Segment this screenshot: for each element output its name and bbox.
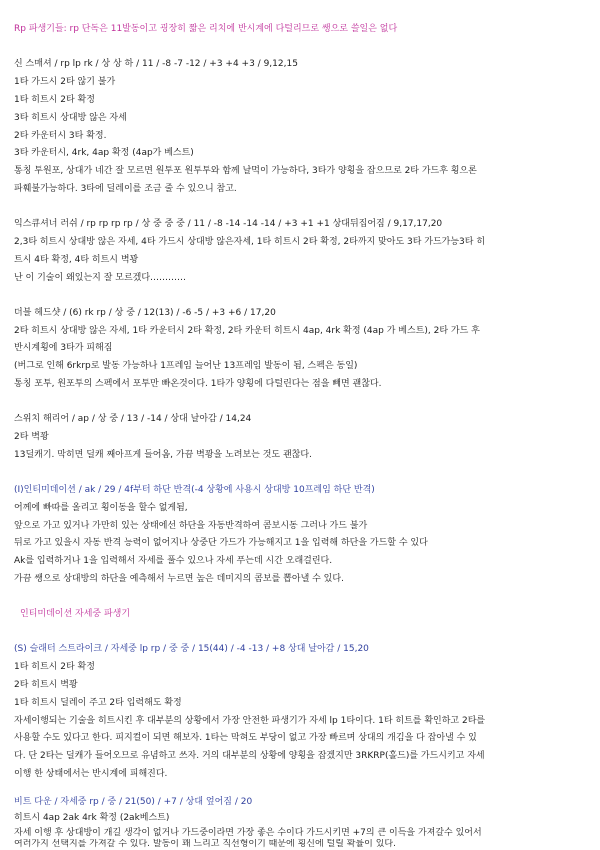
- move-note: 1타 히트시 2타 확정: [14, 95, 95, 105]
- move-spec-intimidation: (I)인티미데이션 / ak / 29 / 4f부터 하단 반격(-4 상황에 사용시 상대방 10프레임 하단 반격): [14, 485, 375, 495]
- move-description: 통칭 포투, 원포투의 스펙에서 포투만 빠온것이다. 1타가 양횡에 다털린다는 점을 빼면 괜찮다.: [14, 379, 382, 389]
- move-spec-slaughter-strike: (S) 슬래터 스트라이크 / 자세중 lp rp / 중 중 / 15(44) / -4 -13 / +8 상대 날아감 / 15,20: [14, 644, 369, 654]
- move-note: 1타 가드시 2타 않기 불가: [14, 77, 116, 87]
- move-description: 13딜캐기. 막히면 딜캐 째아프게 들어옴, 가끔 벽꽝을 노려보는 것도 괜찮다.: [14, 450, 312, 460]
- move-spec-switch-harrier: 스위치 해리어 / ap / 상 중 / 13 / -14 / 상대 날아감 / 14,24: [14, 414, 252, 424]
- move-spec-executioner-rush: 익스큐셔너 러쉬 / rp rp rp rp / 상 중 중 중 / 11 / -8 -14 -14 -14 / +3 +1 +1 상대뒤집어짐 / 9,17,17,20: [14, 219, 443, 229]
- move-note: 1타 히트시 2타 확정: [14, 662, 95, 672]
- move-spec-sin-smasher: 신 스매셔 / rp lp rk / 상 상 하 / 11 / -8 -7 -12 / +3 +4 +3 / 9,12,15: [14, 59, 298, 69]
- move-note: 2타 벽꽝: [14, 432, 49, 442]
- section-heading-stance-moves: 인티미데이션 자세중 파생기: [20, 609, 131, 619]
- move-description: 2타 히트시 상대방 않은 자세, 1타 카운터시 2타 확정, 2타 카운터 히트시 4ap, 4rk 확정 (4ap 가 베스트), 2타 가드 후: [14, 326, 480, 336]
- move-description: 반시계횡에 3타가 피해짐: [14, 343, 113, 353]
- move-description: 앞으로 가고 있거나 가만히 있는 상태에선 하단을 자동반격하여 콤보시동 그러나 가드 불가: [14, 521, 368, 531]
- move-description: 파훼불가능하다. 3타에 딜레이를 조금 줄 수 있으니 참고.: [14, 184, 237, 194]
- move-note: 2타 히트시 벽꽝: [14, 680, 78, 690]
- move-note: 2타 카운터시 3타 확정.: [14, 131, 107, 141]
- move-description: 어께에 빠따를 올리고 횡이동을 할수 없게됨,: [14, 503, 188, 513]
- move-description: 여러가지 선택지를 가져갈 수 있다. 발동이 꽤 느리고 직선형이기 때문에 횡신에 털릴 확률이 있다.: [14, 839, 396, 849]
- move-description: 트시 4타 확정, 4타 히트시 벽꽝: [14, 255, 139, 265]
- move-description: 사용할 수도 있다고 한다. 피지컬이 되면 해보자. 1타는 막혀도 부당이 없고 가장 빠르며 상대의 개김을 다 잡아낼 수 있: [14, 733, 477, 743]
- move-spec-double-headshot: 더블 헤드샷 / (6) rk rp / 상 중 / 12(13) / -6 -5 / +3 +6 / 17,20: [14, 308, 276, 318]
- move-description: 이행 한 상태에서는 반시계에 피해진다.: [14, 769, 168, 779]
- move-note: 난 이 기술이 왜있는지 잘 모르겠다…………: [14, 273, 187, 283]
- move-note: 1타 히트시 딜레이 주고 2타 입력해도 확정: [14, 698, 182, 708]
- move-description: 가끔 쌩으로 상대방의 하단을 예측해서 누르면 높은 데미지의 콤보를 뽑아낼 수 있다.: [14, 574, 344, 584]
- move-description: 다. 단 2타는 딜캐가 들어오므로 유념하고 쓰자. 거의 대부분의 상황에 양횡을 잡겠지만 3RKRP(홀드)를 가드시키고 자세: [14, 751, 485, 761]
- move-note: 3타 카운터시, 4rk, 4ap 확정 (4ap가 베스트): [14, 148, 194, 158]
- move-description: 2,3타 히트시 상대방 않은 자세, 4타 가드시 상대방 않은자세, 1타 히트시 2타 확정, 2타까지 맞아도 3타 가드가능3타 히: [14, 237, 486, 247]
- move-description: 뒤로 가고 있을시 자동 반격 능력이 없어지나 상중단 가드가 가능해지고 1을 입력해 하단을 가드할 수 있다: [14, 538, 428, 548]
- section-heading-rp-moves: Rp 파생기들: rp 단독은 11발동이고 굉장히 짧은 리치에 반시계에 다털리므로 쌩으로 쓸일은 없다: [14, 24, 398, 34]
- move-spec-beat-down: 비트 다운 / 자세중 rp / 중 / 21(50) / +7 / 상대 엎어짐 / 20: [14, 797, 253, 807]
- move-description: Ak를 입력하거나 1을 입력해서 자세를 풀수 있으나 자세 푸는데 시간 오래걸린다.: [14, 556, 333, 566]
- move-note: (버그로 인해 6rkrp로 발동 가능하나 1프레임 늘어난 13프레임 발동이 됨, 스펙은 동일): [14, 361, 358, 371]
- move-description: 자세 이행 후 상대방이 개길 생각이 없거나 가드중이라면 가장 좋은 수이다 가드시키면 +7의 큰 이득을 가져갈수 있어서: [14, 828, 482, 838]
- move-note: 히트시 4ap 2ak 4rk 확정 (2ak베스트): [14, 813, 170, 823]
- move-description: 통칭 투원포, 상대가 네간 잘 모르면 원투포 원투투와 함께 날먹이 가능하다, 3타가 양횡을 잡으므로 2타 가드후 횡으론: [14, 166, 477, 176]
- move-note: 3타 히트시 상대방 않은 자세: [14, 113, 127, 123]
- move-description: 자세이행되는 기술을 히트시킨 후 대부분의 상황에서 가장 안전한 파생기가 자세 lp 1타이다. 1타 히트를 확인하고 2타를: [14, 716, 486, 726]
